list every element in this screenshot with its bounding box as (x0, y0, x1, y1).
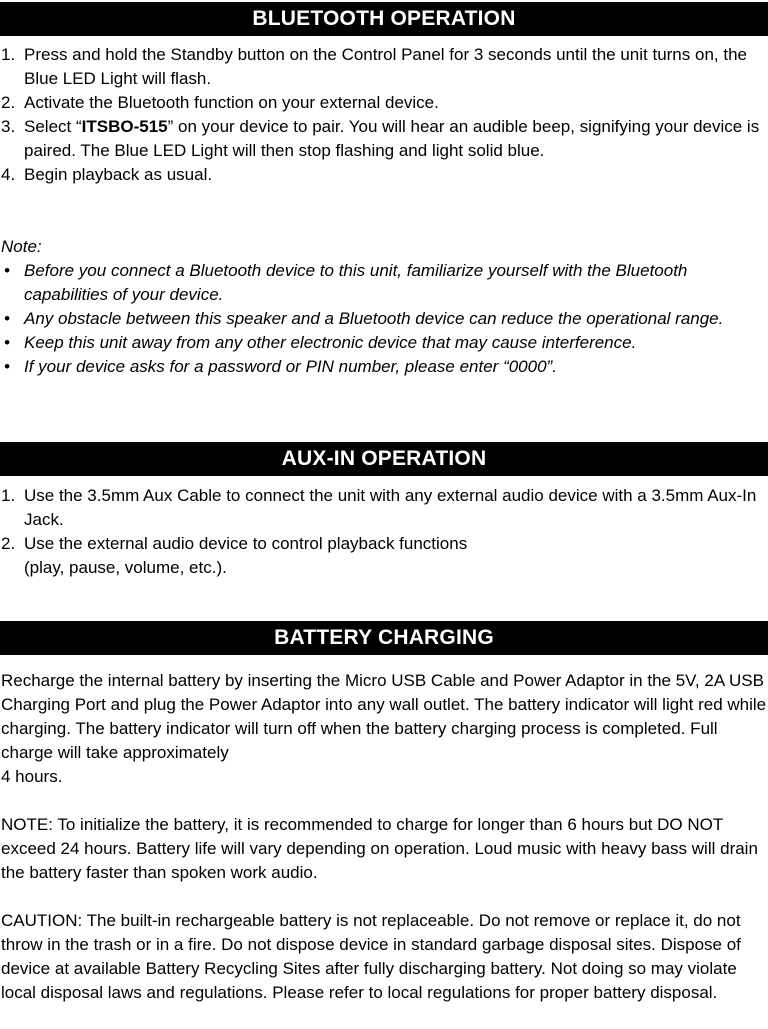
bluetooth-notes (0, 235, 768, 379)
bluetooth-step-3 (0, 115, 768, 163)
device-name: ITSBO-515 (81, 117, 168, 136)
bluetooth-steps (0, 43, 768, 187)
battery-body (0, 669, 768, 1005)
aux-heading: AUX-IN OPERATION (0, 442, 768, 476)
note-item-3 (0, 331, 768, 355)
step-number: 3. (1, 117, 16, 136)
aux-step-1 (0, 484, 768, 532)
note-text: If your device asks for a password or PIN number, please enter “0000”. (24, 357, 557, 376)
bullet: • (4, 309, 10, 328)
paragraph-gap (0, 789, 768, 813)
step-number: 2. (1, 534, 16, 553)
step-text-line-2: (play, pause, volume, etc.). (24, 558, 227, 577)
battery-charging-text: Recharge the internal battery by inserting the Micro USB Cable and Power Adaptor in the 5V, 2A USB Charging Port and plug the Power Adaptor into any wall outlet. The battery indicator will light red while charging. The battery indicator will turn off when the battery charging process is completed. Full charge will take approximately (1, 671, 767, 762)
bluetooth-step-4 (0, 163, 768, 187)
battery-charging-tail: 4 hours. (1, 767, 63, 786)
bullet: • (4, 357, 10, 376)
note-label: Note: (1, 237, 42, 256)
bullet: • (4, 333, 10, 352)
step-number: 2. (1, 93, 16, 112)
step-text-line-1: Use the external audio device to control playback functions (24, 534, 468, 553)
note-text: Any obstacle between this speaker and a Bluetooth device can reduce the operational range. (24, 309, 724, 328)
bluetooth-step-2 (0, 91, 768, 115)
note-item-2 (0, 307, 768, 331)
step-number: 1. (1, 486, 16, 505)
step-text: Activate the Bluetooth function on your external device. (24, 93, 439, 112)
step-text: Begin playback as usual. (24, 165, 213, 184)
paragraph-gap (0, 885, 768, 909)
note-item-1 (0, 259, 768, 307)
note-text: Keep this unit away from any other electronic device that may cause interference. (24, 333, 637, 352)
bluetooth-step-1 (0, 43, 768, 91)
step-text: Use the 3.5mm Aux Cable to connect the unit with any external audio device with a 3.5mm Aux-In Jack. (24, 486, 757, 529)
battery-heading: BATTERY CHARGING (0, 621, 768, 655)
aux-steps (0, 484, 768, 580)
step-number: 1. (1, 45, 16, 64)
step-text-post: ” on your device to pair. You will hear an audible beep, signifying your device is paired. The Blue LED Light will then stop flashing and light solid blue. (24, 117, 760, 160)
battery-charging-paragraph (0, 669, 768, 789)
aux-step-2 (0, 532, 768, 580)
bluetooth-heading: BLUETOOTH OPERATION (0, 2, 768, 36)
battery-caution-paragraph: CAUTION: The built-in rechargeable battery is not replaceable. Do not remove or replace it, do not throw in the trash or in a fire. Do not dispose device in standard garbage disposal sites. Dispose of device at available Battery Recycling Sites after fully discharging battery. Not doing so may violate local disposal laws and regulations. Please refer to local regulations for proper battery disposal. (1, 911, 741, 1002)
note-text: Before you connect a Bluetooth device to this unit, familiarize yourself with the Bluetooth capabilities of your device. (24, 261, 688, 304)
battery-note-paragraph: NOTE: To initialize the battery, it is recommended to charge for longer than 6 hours but DO NOT exceed 24 hours. Battery life will vary depending on operation. Loud music with heavy bass will drain the battery faster than spoken work audio. (1, 815, 758, 882)
step-number: 4. (1, 165, 16, 184)
bullet: • (4, 261, 10, 280)
note-item-4 (0, 355, 768, 379)
step-text: Press and hold the Standby button on the Control Panel for 3 seconds until the unit turns on, the Blue LED Light will flash. (24, 45, 747, 88)
step-text-pre: Select “ (24, 117, 82, 136)
